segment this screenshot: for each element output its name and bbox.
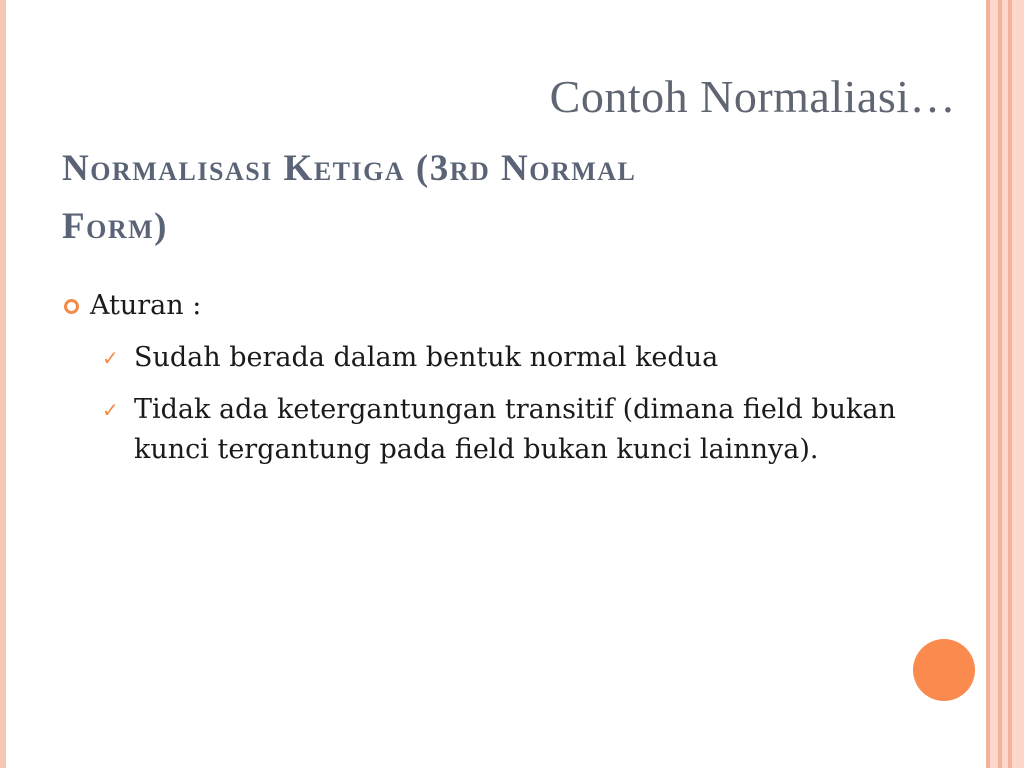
- stripe: [990, 0, 998, 768]
- slide-content: [62, 286, 962, 470]
- sub-bullet-item: [62, 338, 962, 378]
- right-stripe-decoration: [978, 0, 1024, 768]
- sub-bullet-item: [62, 390, 962, 470]
- bullet-text: Aturan :: [90, 290, 202, 321]
- slide-subtitle: [62, 140, 922, 256]
- subtitle-line: Form): [62, 206, 168, 247]
- checkmark-icon: ✓: [102, 346, 119, 370]
- stripe: [1012, 0, 1024, 768]
- decorative-circle: [913, 639, 975, 701]
- subtitle-line: Normalisasi Ketiga (3rd Normal: [62, 148, 637, 189]
- checkmark-icon: ✓: [102, 398, 119, 422]
- bullet-item: [62, 286, 962, 326]
- sub-bullet-text: Sudah berada dalam bentuk normal kedua: [134, 342, 719, 373]
- sub-bullet-text: Tidak ada ketergantungan transitif (dimana field bukan kunci tergantung pada field bukan kunci lainnya).: [134, 394, 896, 465]
- circle-bullet-icon: [64, 299, 79, 314]
- stripe: [978, 0, 986, 768]
- left-border-decoration: [0, 0, 6, 768]
- slide-title: Contoh Normaliasi…: [549, 71, 956, 122]
